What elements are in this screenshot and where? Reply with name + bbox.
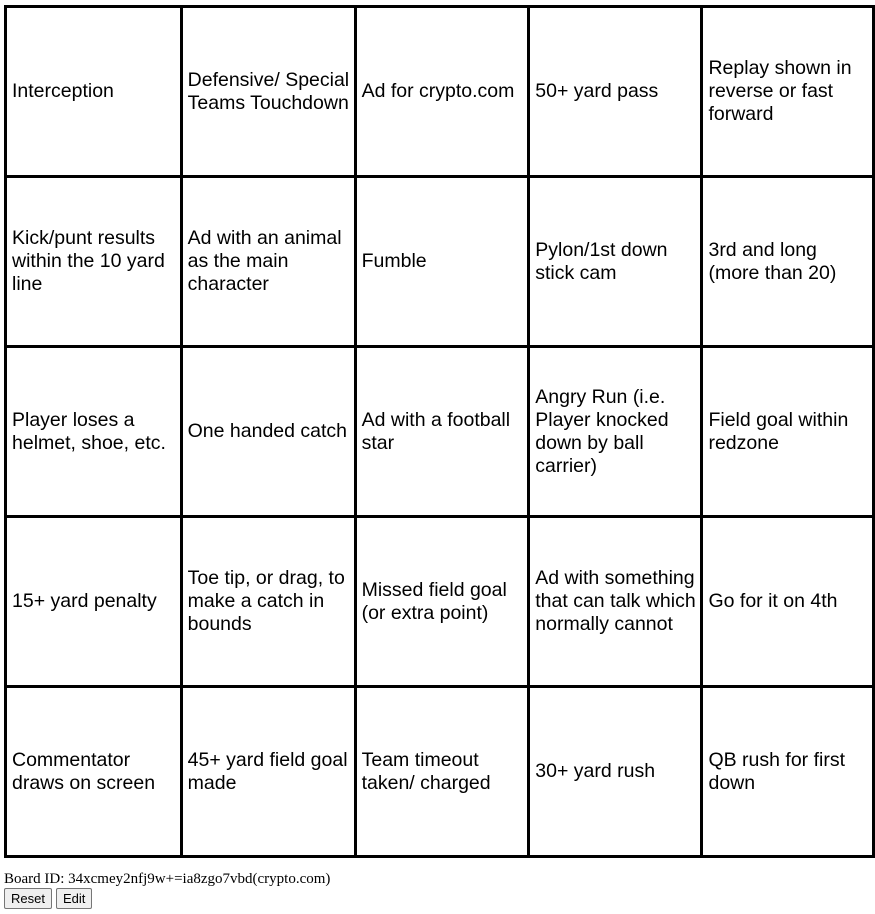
bingo-cell[interactable]: Interception [6,7,182,177]
reset-button[interactable]: Reset [4,888,52,909]
board-row [6,7,874,177]
bingo-cell[interactable]: Player loses a helmet, shoe, etc. [6,347,182,517]
bingo-cell[interactable]: 30+ yard rush [529,687,702,857]
bingo-cell[interactable]: Kick/punt results within the 10 yard line [6,177,182,347]
bingo-cell[interactable]: 15+ yard penalty [6,517,182,687]
bingo-board [4,5,875,858]
bingo-cell[interactable]: Ad with an animal as the main character [181,177,355,347]
bingo-cell[interactable]: Ad with something that can talk which normally cannot [529,517,702,687]
bingo-cell[interactable]: Fumble [355,177,529,347]
bingo-cell[interactable]: Replay shown in reverse or fast forward [702,7,874,177]
board-row [6,687,874,857]
bingo-cell[interactable]: 50+ yard pass [529,7,702,177]
bingo-cell[interactable]: 45+ yard field goal made [181,687,355,857]
board-row [6,177,874,347]
board-row [6,347,874,517]
bingo-cell[interactable]: One handed catch [181,347,355,517]
board-row [6,517,874,687]
bingo-cell[interactable]: Field goal within redzone [702,347,874,517]
bingo-cell[interactable]: Missed field goal (or extra point) [355,517,529,687]
bingo-cell[interactable]: Ad for crypto.com [355,7,529,177]
bingo-cell[interactable]: Angry Run (i.e. Player knocked down by ball carrier) [529,347,702,517]
bingo-cell[interactable]: 3rd and long (more than 20) [702,177,874,347]
bingo-cell[interactable]: Ad with a football star [355,347,529,517]
bingo-cell[interactable]: QB rush for first down [702,687,874,857]
bingo-cell[interactable]: Pylon/1st down stick cam [529,177,702,347]
bingo-cell[interactable]: Toe tip, or drag, to make a catch in bounds [181,517,355,687]
bingo-cell[interactable]: Go for it on 4th [702,517,874,687]
bingo-cell[interactable]: Commentator draws on screen [6,687,182,857]
board-id-text: Board ID: 34xcmey2nfj9w+=ia8zgo7vbd(crypto.com) [4,871,331,887]
edit-button[interactable]: Edit [56,888,92,909]
board-controls [4,888,92,909]
bingo-cell[interactable]: Defensive/ Special Teams Touchdown [181,7,355,177]
bingo-cell[interactable]: Team timeout taken/ charged [355,687,529,857]
